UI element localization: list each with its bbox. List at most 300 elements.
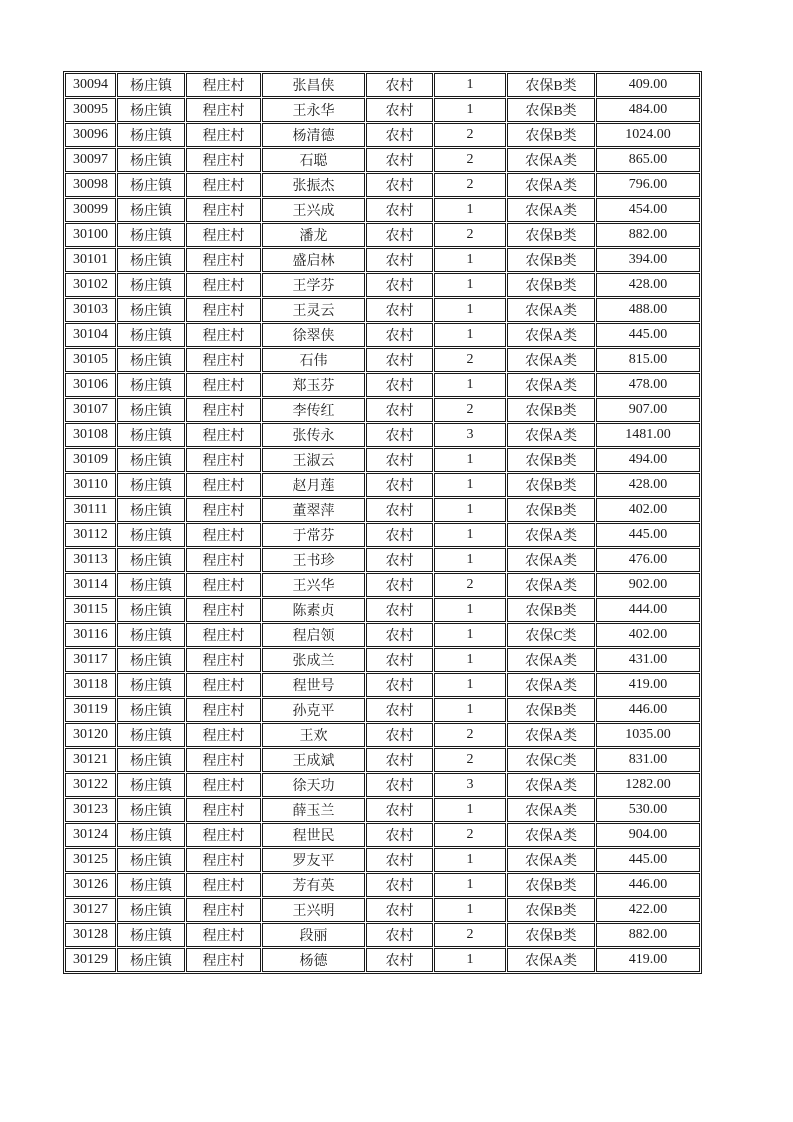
cell-insurance: 农保B类 bbox=[507, 98, 595, 122]
cell-village: 程庄村 bbox=[186, 348, 261, 372]
cell-insurance: 农保B类 bbox=[507, 248, 595, 272]
cell-town: 杨庄镇 bbox=[117, 223, 185, 247]
table-row bbox=[65, 798, 700, 822]
cell-id: 30095 bbox=[65, 98, 116, 122]
cell-town: 杨庄镇 bbox=[117, 73, 185, 97]
cell-town: 杨庄镇 bbox=[117, 323, 185, 347]
cell-id: 30117 bbox=[65, 648, 116, 672]
cell-amount: 796.00 bbox=[596, 173, 700, 197]
table-row bbox=[65, 473, 700, 497]
cell-residence: 农村 bbox=[366, 448, 433, 472]
cell-residence: 农村 bbox=[366, 298, 433, 322]
cell-town: 杨庄镇 bbox=[117, 573, 185, 597]
cell-name: 张振杰 bbox=[262, 173, 365, 197]
cell-village: 程庄村 bbox=[186, 723, 261, 747]
cell-id: 30096 bbox=[65, 123, 116, 147]
cell-amount: 1024.00 bbox=[596, 123, 700, 147]
table-row bbox=[65, 448, 700, 472]
cell-residence: 农村 bbox=[366, 98, 433, 122]
cell-residence: 农村 bbox=[366, 548, 433, 572]
cell-count: 2 bbox=[434, 123, 506, 147]
cell-amount: 431.00 bbox=[596, 648, 700, 672]
cell-town: 杨庄镇 bbox=[117, 698, 185, 722]
cell-count: 3 bbox=[434, 773, 506, 797]
cell-count: 2 bbox=[434, 398, 506, 422]
cell-residence: 农村 bbox=[366, 423, 433, 447]
cell-village: 程庄村 bbox=[186, 848, 261, 872]
cell-residence: 农村 bbox=[366, 323, 433, 347]
cell-insurance: 农保A类 bbox=[507, 198, 595, 222]
cell-amount: 428.00 bbox=[596, 473, 700, 497]
table-row bbox=[65, 498, 700, 522]
cell-village: 程庄村 bbox=[186, 423, 261, 447]
cell-count: 2 bbox=[434, 148, 506, 172]
cell-village: 程庄村 bbox=[186, 823, 261, 847]
cell-village: 程庄村 bbox=[186, 123, 261, 147]
cell-residence: 农村 bbox=[366, 873, 433, 897]
cell-residence: 农村 bbox=[366, 73, 433, 97]
cell-residence: 农村 bbox=[366, 923, 433, 947]
cell-count: 1 bbox=[434, 673, 506, 697]
cell-name: 董翠萍 bbox=[262, 498, 365, 522]
cell-amount: 419.00 bbox=[596, 673, 700, 697]
cell-village: 程庄村 bbox=[186, 648, 261, 672]
cell-village: 程庄村 bbox=[186, 498, 261, 522]
table-body bbox=[65, 73, 700, 972]
cell-id: 30128 bbox=[65, 923, 116, 947]
cell-town: 杨庄镇 bbox=[117, 523, 185, 547]
cell-amount: 488.00 bbox=[596, 298, 700, 322]
cell-residence: 农村 bbox=[366, 748, 433, 772]
cell-insurance: 农保B类 bbox=[507, 223, 595, 247]
cell-residence: 农村 bbox=[366, 273, 433, 297]
cell-residence: 农村 bbox=[366, 598, 433, 622]
cell-name: 陈素贞 bbox=[262, 598, 365, 622]
cell-id: 30115 bbox=[65, 598, 116, 622]
cell-town: 杨庄镇 bbox=[117, 248, 185, 272]
table-row bbox=[65, 298, 700, 322]
cell-village: 程庄村 bbox=[186, 148, 261, 172]
cell-count: 1 bbox=[434, 448, 506, 472]
cell-amount: 831.00 bbox=[596, 748, 700, 772]
cell-amount: 902.00 bbox=[596, 573, 700, 597]
cell-count: 1 bbox=[434, 323, 506, 347]
cell-id: 30100 bbox=[65, 223, 116, 247]
table-row bbox=[65, 423, 700, 447]
cell-count: 1 bbox=[434, 498, 506, 522]
cell-amount: 454.00 bbox=[596, 198, 700, 222]
cell-id: 30112 bbox=[65, 523, 116, 547]
cell-name: 李传红 bbox=[262, 398, 365, 422]
cell-name: 王淑云 bbox=[262, 448, 365, 472]
cell-count: 1 bbox=[434, 898, 506, 922]
cell-village: 程庄村 bbox=[186, 398, 261, 422]
cell-insurance: 农保B类 bbox=[507, 448, 595, 472]
cell-id: 30126 bbox=[65, 873, 116, 897]
cell-village: 程庄村 bbox=[186, 198, 261, 222]
cell-town: 杨庄镇 bbox=[117, 298, 185, 322]
table-row bbox=[65, 823, 700, 847]
table-row bbox=[65, 173, 700, 197]
cell-residence: 农村 bbox=[366, 648, 433, 672]
table-row bbox=[65, 898, 700, 922]
cell-insurance: 农保B类 bbox=[507, 73, 595, 97]
cell-village: 程庄村 bbox=[186, 473, 261, 497]
cell-name: 程启领 bbox=[262, 623, 365, 647]
cell-amount: 904.00 bbox=[596, 823, 700, 847]
cell-insurance: 农保B类 bbox=[507, 398, 595, 422]
cell-count: 2 bbox=[434, 348, 506, 372]
cell-town: 杨庄镇 bbox=[117, 673, 185, 697]
cell-name: 王成斌 bbox=[262, 748, 365, 772]
cell-residence: 农村 bbox=[366, 198, 433, 222]
cell-amount: 1282.00 bbox=[596, 773, 700, 797]
table-row bbox=[65, 523, 700, 547]
cell-name: 徐天功 bbox=[262, 773, 365, 797]
cell-id: 30105 bbox=[65, 348, 116, 372]
cell-name: 程世民 bbox=[262, 823, 365, 847]
cell-insurance: 农保A类 bbox=[507, 323, 595, 347]
cell-amount: 402.00 bbox=[596, 623, 700, 647]
cell-village: 程庄村 bbox=[186, 298, 261, 322]
cell-amount: 478.00 bbox=[596, 373, 700, 397]
cell-name: 薛玉兰 bbox=[262, 798, 365, 822]
cell-town: 杨庄镇 bbox=[117, 423, 185, 447]
cell-count: 2 bbox=[434, 573, 506, 597]
cell-count: 2 bbox=[434, 823, 506, 847]
cell-name: 王欢 bbox=[262, 723, 365, 747]
cell-town: 杨庄镇 bbox=[117, 548, 185, 572]
cell-town: 杨庄镇 bbox=[117, 398, 185, 422]
cell-insurance: 农保B类 bbox=[507, 123, 595, 147]
cell-residence: 农村 bbox=[366, 348, 433, 372]
cell-amount: 1481.00 bbox=[596, 423, 700, 447]
table-row bbox=[65, 223, 700, 247]
cell-count: 1 bbox=[434, 848, 506, 872]
cell-village: 程庄村 bbox=[186, 223, 261, 247]
cell-residence: 农村 bbox=[366, 848, 433, 872]
cell-name: 张成兰 bbox=[262, 648, 365, 672]
cell-name: 王学芬 bbox=[262, 273, 365, 297]
cell-name: 盛启林 bbox=[262, 248, 365, 272]
cell-village: 程庄村 bbox=[186, 773, 261, 797]
cell-id: 30120 bbox=[65, 723, 116, 747]
cell-insurance: 农保A类 bbox=[507, 423, 595, 447]
cell-count: 1 bbox=[434, 948, 506, 972]
cell-insurance: 农保A类 bbox=[507, 348, 595, 372]
cell-amount: 422.00 bbox=[596, 898, 700, 922]
cell-name: 于常芬 bbox=[262, 523, 365, 547]
cell-insurance: 农保A类 bbox=[507, 373, 595, 397]
cell-insurance: 农保A类 bbox=[507, 523, 595, 547]
cell-id: 30118 bbox=[65, 673, 116, 697]
cell-village: 程庄村 bbox=[186, 798, 261, 822]
table-row bbox=[65, 698, 700, 722]
cell-id: 30102 bbox=[65, 273, 116, 297]
cell-insurance: 农保A类 bbox=[507, 798, 595, 822]
cell-name: 芳有英 bbox=[262, 873, 365, 897]
cell-count: 1 bbox=[434, 648, 506, 672]
cell-count: 1 bbox=[434, 98, 506, 122]
cell-residence: 农村 bbox=[366, 573, 433, 597]
table-row bbox=[65, 598, 700, 622]
cell-name: 石聪 bbox=[262, 148, 365, 172]
cell-amount: 402.00 bbox=[596, 498, 700, 522]
cell-id: 30107 bbox=[65, 398, 116, 422]
cell-amount: 882.00 bbox=[596, 923, 700, 947]
cell-amount: 815.00 bbox=[596, 348, 700, 372]
table-row bbox=[65, 573, 700, 597]
cell-town: 杨庄镇 bbox=[117, 123, 185, 147]
cell-count: 1 bbox=[434, 698, 506, 722]
table-row bbox=[65, 148, 700, 172]
cell-village: 程庄村 bbox=[186, 623, 261, 647]
cell-residence: 农村 bbox=[366, 148, 433, 172]
cell-name: 石伟 bbox=[262, 348, 365, 372]
cell-amount: 476.00 bbox=[596, 548, 700, 572]
cell-count: 1 bbox=[434, 548, 506, 572]
table-row bbox=[65, 373, 700, 397]
cell-amount: 882.00 bbox=[596, 223, 700, 247]
table-row bbox=[65, 548, 700, 572]
cell-insurance: 农保A类 bbox=[507, 548, 595, 572]
cell-village: 程庄村 bbox=[186, 948, 261, 972]
cell-id: 30099 bbox=[65, 198, 116, 222]
cell-insurance: 农保A类 bbox=[507, 573, 595, 597]
cell-town: 杨庄镇 bbox=[117, 723, 185, 747]
cell-residence: 农村 bbox=[366, 723, 433, 747]
cell-insurance: 农保B类 bbox=[507, 698, 595, 722]
cell-count: 2 bbox=[434, 923, 506, 947]
cell-village: 程庄村 bbox=[186, 323, 261, 347]
cell-town: 杨庄镇 bbox=[117, 748, 185, 772]
cell-residence: 农村 bbox=[366, 248, 433, 272]
cell-village: 程庄村 bbox=[186, 523, 261, 547]
cell-town: 杨庄镇 bbox=[117, 373, 185, 397]
cell-town: 杨庄镇 bbox=[117, 898, 185, 922]
cell-count: 1 bbox=[434, 523, 506, 547]
cell-town: 杨庄镇 bbox=[117, 148, 185, 172]
cell-name: 罗友平 bbox=[262, 848, 365, 872]
cell-amount: 445.00 bbox=[596, 848, 700, 872]
cell-amount: 428.00 bbox=[596, 273, 700, 297]
cell-village: 程庄村 bbox=[186, 548, 261, 572]
table-row bbox=[65, 723, 700, 747]
cell-name: 杨清德 bbox=[262, 123, 365, 147]
cell-residence: 农村 bbox=[366, 798, 433, 822]
cell-amount: 484.00 bbox=[596, 98, 700, 122]
cell-residence: 农村 bbox=[366, 473, 433, 497]
cell-village: 程庄村 bbox=[186, 748, 261, 772]
cell-residence: 农村 bbox=[366, 373, 433, 397]
cell-village: 程庄村 bbox=[186, 98, 261, 122]
cell-count: 1 bbox=[434, 873, 506, 897]
cell-village: 程庄村 bbox=[186, 373, 261, 397]
cell-village: 程庄村 bbox=[186, 873, 261, 897]
cell-amount: 530.00 bbox=[596, 798, 700, 822]
cell-amount: 494.00 bbox=[596, 448, 700, 472]
cell-name: 孙克平 bbox=[262, 698, 365, 722]
cell-village: 程庄村 bbox=[186, 573, 261, 597]
cell-id: 30104 bbox=[65, 323, 116, 347]
cell-count: 1 bbox=[434, 273, 506, 297]
cell-amount: 409.00 bbox=[596, 73, 700, 97]
cell-count: 2 bbox=[434, 748, 506, 772]
cell-count: 1 bbox=[434, 248, 506, 272]
table-row bbox=[65, 648, 700, 672]
cell-name: 潘龙 bbox=[262, 223, 365, 247]
cell-residence: 农村 bbox=[366, 823, 433, 847]
cell-village: 程庄村 bbox=[186, 598, 261, 622]
cell-residence: 农村 bbox=[366, 523, 433, 547]
table-row bbox=[65, 98, 700, 122]
cell-town: 杨庄镇 bbox=[117, 848, 185, 872]
cell-id: 30103 bbox=[65, 298, 116, 322]
cell-id: 30113 bbox=[65, 548, 116, 572]
cell-residence: 农村 bbox=[366, 898, 433, 922]
cell-name: 杨德 bbox=[262, 948, 365, 972]
cell-amount: 1035.00 bbox=[596, 723, 700, 747]
cell-town: 杨庄镇 bbox=[117, 798, 185, 822]
cell-town: 杨庄镇 bbox=[117, 448, 185, 472]
cell-insurance: 农保C类 bbox=[507, 623, 595, 647]
cell-count: 3 bbox=[434, 423, 506, 447]
cell-name: 程世号 bbox=[262, 673, 365, 697]
cell-insurance: 农保A类 bbox=[507, 673, 595, 697]
cell-id: 30125 bbox=[65, 848, 116, 872]
cell-count: 2 bbox=[434, 173, 506, 197]
cell-residence: 农村 bbox=[366, 698, 433, 722]
cell-town: 杨庄镇 bbox=[117, 348, 185, 372]
cell-insurance: 农保A类 bbox=[507, 948, 595, 972]
cell-id: 30114 bbox=[65, 573, 116, 597]
cell-village: 程庄村 bbox=[186, 273, 261, 297]
table-row bbox=[65, 873, 700, 897]
cell-insurance: 农保B类 bbox=[507, 273, 595, 297]
cell-town: 杨庄镇 bbox=[117, 473, 185, 497]
insurance-payment-table bbox=[63, 71, 702, 974]
cell-village: 程庄村 bbox=[186, 248, 261, 272]
cell-id: 30109 bbox=[65, 448, 116, 472]
cell-town: 杨庄镇 bbox=[117, 923, 185, 947]
cell-name: 王永华 bbox=[262, 98, 365, 122]
cell-insurance: 农保C类 bbox=[507, 748, 595, 772]
cell-id: 30094 bbox=[65, 73, 116, 97]
cell-town: 杨庄镇 bbox=[117, 498, 185, 522]
cell-town: 杨庄镇 bbox=[117, 198, 185, 222]
cell-name: 张传永 bbox=[262, 423, 365, 447]
cell-insurance: 农保B类 bbox=[507, 873, 595, 897]
cell-id: 30119 bbox=[65, 698, 116, 722]
cell-name: 王兴成 bbox=[262, 198, 365, 222]
cell-name: 赵月莲 bbox=[262, 473, 365, 497]
table-row bbox=[65, 923, 700, 947]
cell-village: 程庄村 bbox=[186, 73, 261, 97]
table-row bbox=[65, 348, 700, 372]
cell-town: 杨庄镇 bbox=[117, 948, 185, 972]
cell-count: 1 bbox=[434, 473, 506, 497]
cell-insurance: 农保B类 bbox=[507, 898, 595, 922]
cell-id: 30106 bbox=[65, 373, 116, 397]
cell-insurance: 农保A类 bbox=[507, 823, 595, 847]
cell-residence: 农村 bbox=[366, 773, 433, 797]
cell-village: 程庄村 bbox=[186, 698, 261, 722]
table-row bbox=[65, 673, 700, 697]
cell-town: 杨庄镇 bbox=[117, 173, 185, 197]
table-row bbox=[65, 323, 700, 347]
cell-insurance: 农保A类 bbox=[507, 648, 595, 672]
cell-village: 程庄村 bbox=[186, 448, 261, 472]
cell-name: 张昌侠 bbox=[262, 73, 365, 97]
cell-id: 30123 bbox=[65, 798, 116, 822]
cell-count: 2 bbox=[434, 223, 506, 247]
cell-id: 30110 bbox=[65, 473, 116, 497]
cell-insurance: 农保B类 bbox=[507, 498, 595, 522]
cell-insurance: 农保A类 bbox=[507, 173, 595, 197]
table-row bbox=[65, 848, 700, 872]
cell-village: 程庄村 bbox=[186, 923, 261, 947]
cell-residence: 农村 bbox=[366, 123, 433, 147]
cell-residence: 农村 bbox=[366, 498, 433, 522]
cell-count: 1 bbox=[434, 623, 506, 647]
cell-village: 程庄村 bbox=[186, 673, 261, 697]
cell-town: 杨庄镇 bbox=[117, 273, 185, 297]
cell-id: 30116 bbox=[65, 623, 116, 647]
cell-insurance: 农保A类 bbox=[507, 298, 595, 322]
cell-insurance: 农保A类 bbox=[507, 773, 595, 797]
cell-count: 1 bbox=[434, 598, 506, 622]
cell-count: 2 bbox=[434, 723, 506, 747]
cell-id: 30121 bbox=[65, 748, 116, 772]
cell-id: 30111 bbox=[65, 498, 116, 522]
cell-id: 30097 bbox=[65, 148, 116, 172]
table-row bbox=[65, 123, 700, 147]
cell-amount: 907.00 bbox=[596, 398, 700, 422]
table-row bbox=[65, 773, 700, 797]
cell-residence: 农村 bbox=[366, 223, 433, 247]
cell-town: 杨庄镇 bbox=[117, 598, 185, 622]
cell-village: 程庄村 bbox=[186, 173, 261, 197]
cell-id: 30108 bbox=[65, 423, 116, 447]
cell-count: 1 bbox=[434, 298, 506, 322]
cell-town: 杨庄镇 bbox=[117, 773, 185, 797]
cell-town: 杨庄镇 bbox=[117, 98, 185, 122]
cell-residence: 农村 bbox=[366, 623, 433, 647]
cell-name: 王书珍 bbox=[262, 548, 365, 572]
cell-residence: 农村 bbox=[366, 398, 433, 422]
cell-amount: 445.00 bbox=[596, 323, 700, 347]
table-row bbox=[65, 398, 700, 422]
table-row bbox=[65, 273, 700, 297]
cell-amount: 865.00 bbox=[596, 148, 700, 172]
cell-name: 段丽 bbox=[262, 923, 365, 947]
cell-id: 30098 bbox=[65, 173, 116, 197]
cell-count: 1 bbox=[434, 73, 506, 97]
cell-count: 1 bbox=[434, 198, 506, 222]
table-row bbox=[65, 198, 700, 222]
cell-amount: 446.00 bbox=[596, 698, 700, 722]
cell-name: 王兴明 bbox=[262, 898, 365, 922]
cell-name: 郑玉芬 bbox=[262, 373, 365, 397]
cell-insurance: 农保A类 bbox=[507, 848, 595, 872]
cell-name: 王灵云 bbox=[262, 298, 365, 322]
cell-town: 杨庄镇 bbox=[117, 648, 185, 672]
cell-name: 王兴华 bbox=[262, 573, 365, 597]
cell-id: 30129 bbox=[65, 948, 116, 972]
cell-amount: 445.00 bbox=[596, 523, 700, 547]
table-row bbox=[65, 948, 700, 972]
cell-count: 1 bbox=[434, 373, 506, 397]
